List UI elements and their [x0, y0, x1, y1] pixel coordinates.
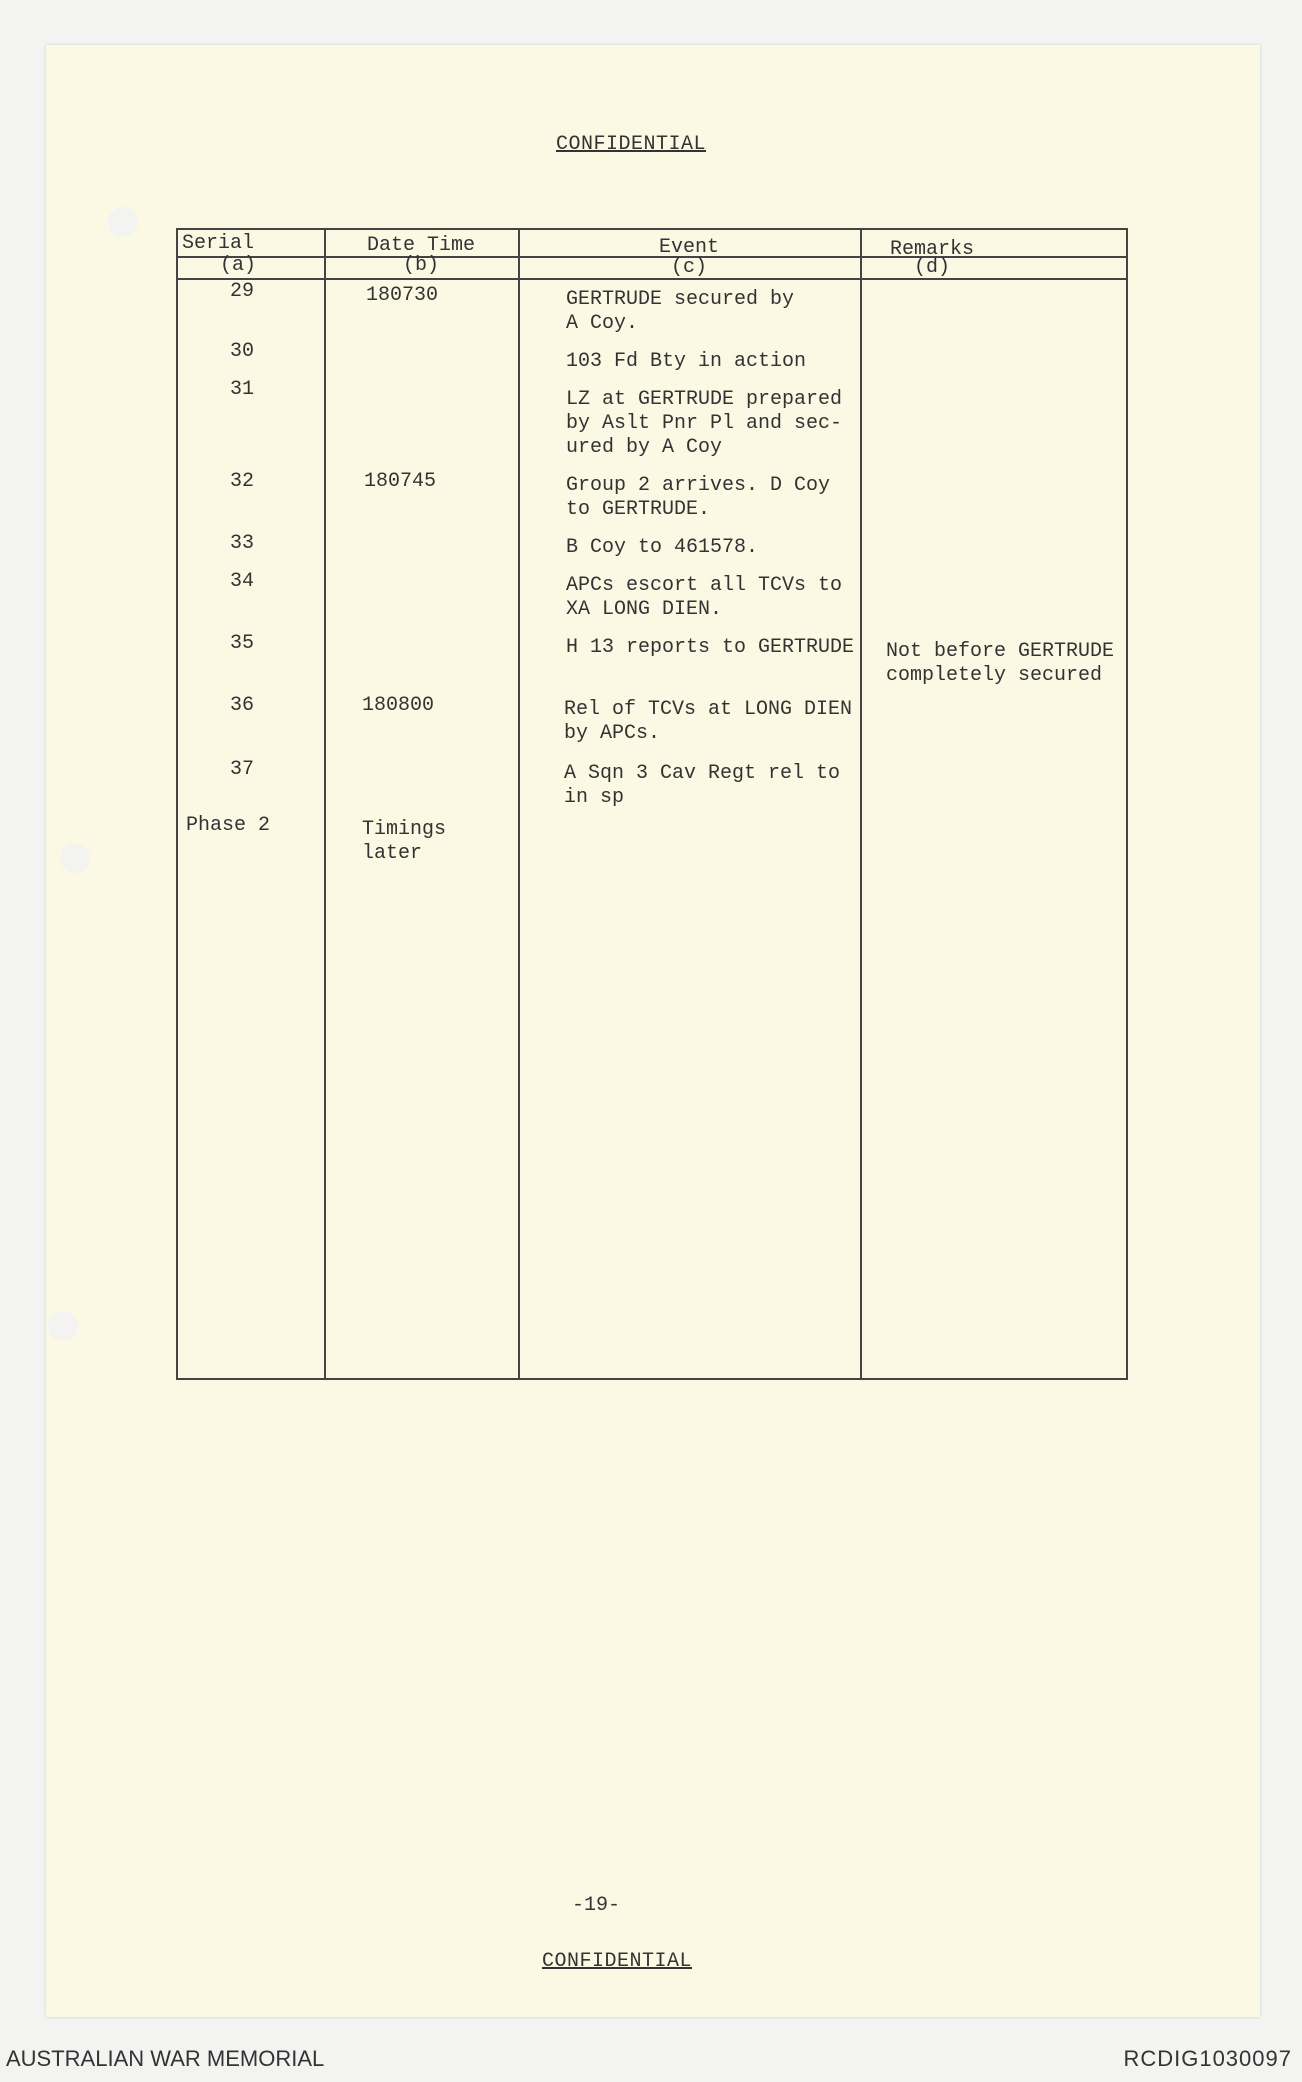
serial-cell: 31 [229, 378, 254, 401]
punch-hole [60, 843, 90, 873]
serial-cell: 36 [229, 694, 254, 717]
serial-cell: 29 [229, 280, 254, 303]
serial-cell: 33 [229, 532, 254, 555]
event-cell: GERTRUDE secured by A Coy. [566, 288, 795, 335]
serial-cell: 34 [229, 570, 254, 593]
column-sub-c: (c) [670, 256, 707, 279]
datetime-cell: 180730 [366, 284, 439, 307]
event-cell: APCs escort all TCVs to XA LONG DIEN. [566, 574, 843, 621]
event-cell: Group 2 arrives. D Coy to GERTRUDE. [566, 474, 831, 521]
column-sub-a: (a) [219, 254, 256, 277]
column-sub-b: (b) [402, 254, 439, 277]
event-cell: B Coy to 461578. [566, 536, 759, 559]
column-divider [518, 230, 520, 1378]
event-cell: LZ at GERTRUDE prepared by Aslt Pnr Pl and sec- ured by A Coy [566, 388, 843, 459]
column-header-serial: Serial [182, 232, 255, 255]
archive-watermark-left: AUSTRALIAN WAR MEMORIAL [6, 2046, 325, 2071]
column-header-datetime: Date Time [366, 234, 476, 257]
event-cell: Rel of TCVs at LONG DIEN by APCs. [564, 698, 853, 745]
serial-table [176, 228, 1128, 1380]
punch-hole [108, 207, 138, 237]
footer-classification: CONFIDENTIAL [542, 1950, 693, 1973]
serial-cell: 32 [229, 470, 254, 493]
datetime-cell: Timings later [362, 818, 447, 865]
event-cell: A Sqn 3 Cav Regt rel to in sp [564, 762, 841, 809]
column-divider [324, 230, 326, 1378]
event-cell: 103 Fd Bty in action [566, 350, 807, 373]
serial-cell: Phase 2 [186, 814, 271, 837]
page-number: -19- [572, 1894, 621, 1917]
serial-cell: 35 [229, 632, 254, 655]
column-header-remarks: Remarks [889, 238, 974, 261]
punch-hole [48, 1311, 78, 1341]
serial-cell: 37 [229, 758, 254, 781]
datetime-cell: 180800 [362, 694, 435, 717]
datetime-cell: 180745 [364, 470, 437, 493]
remarks-cell: Not before GERTRUDE completely secured [886, 640, 1115, 687]
header-classification: CONFIDENTIAL [556, 133, 707, 156]
archive-watermark-right: RCDIG1030097 [1123, 2046, 1292, 2071]
column-header-event: Event [658, 236, 719, 259]
serial-cell: 30 [229, 340, 254, 363]
event-cell: H 13 reports to GERTRUDE [566, 636, 855, 659]
column-sub-d: (d) [913, 256, 950, 279]
